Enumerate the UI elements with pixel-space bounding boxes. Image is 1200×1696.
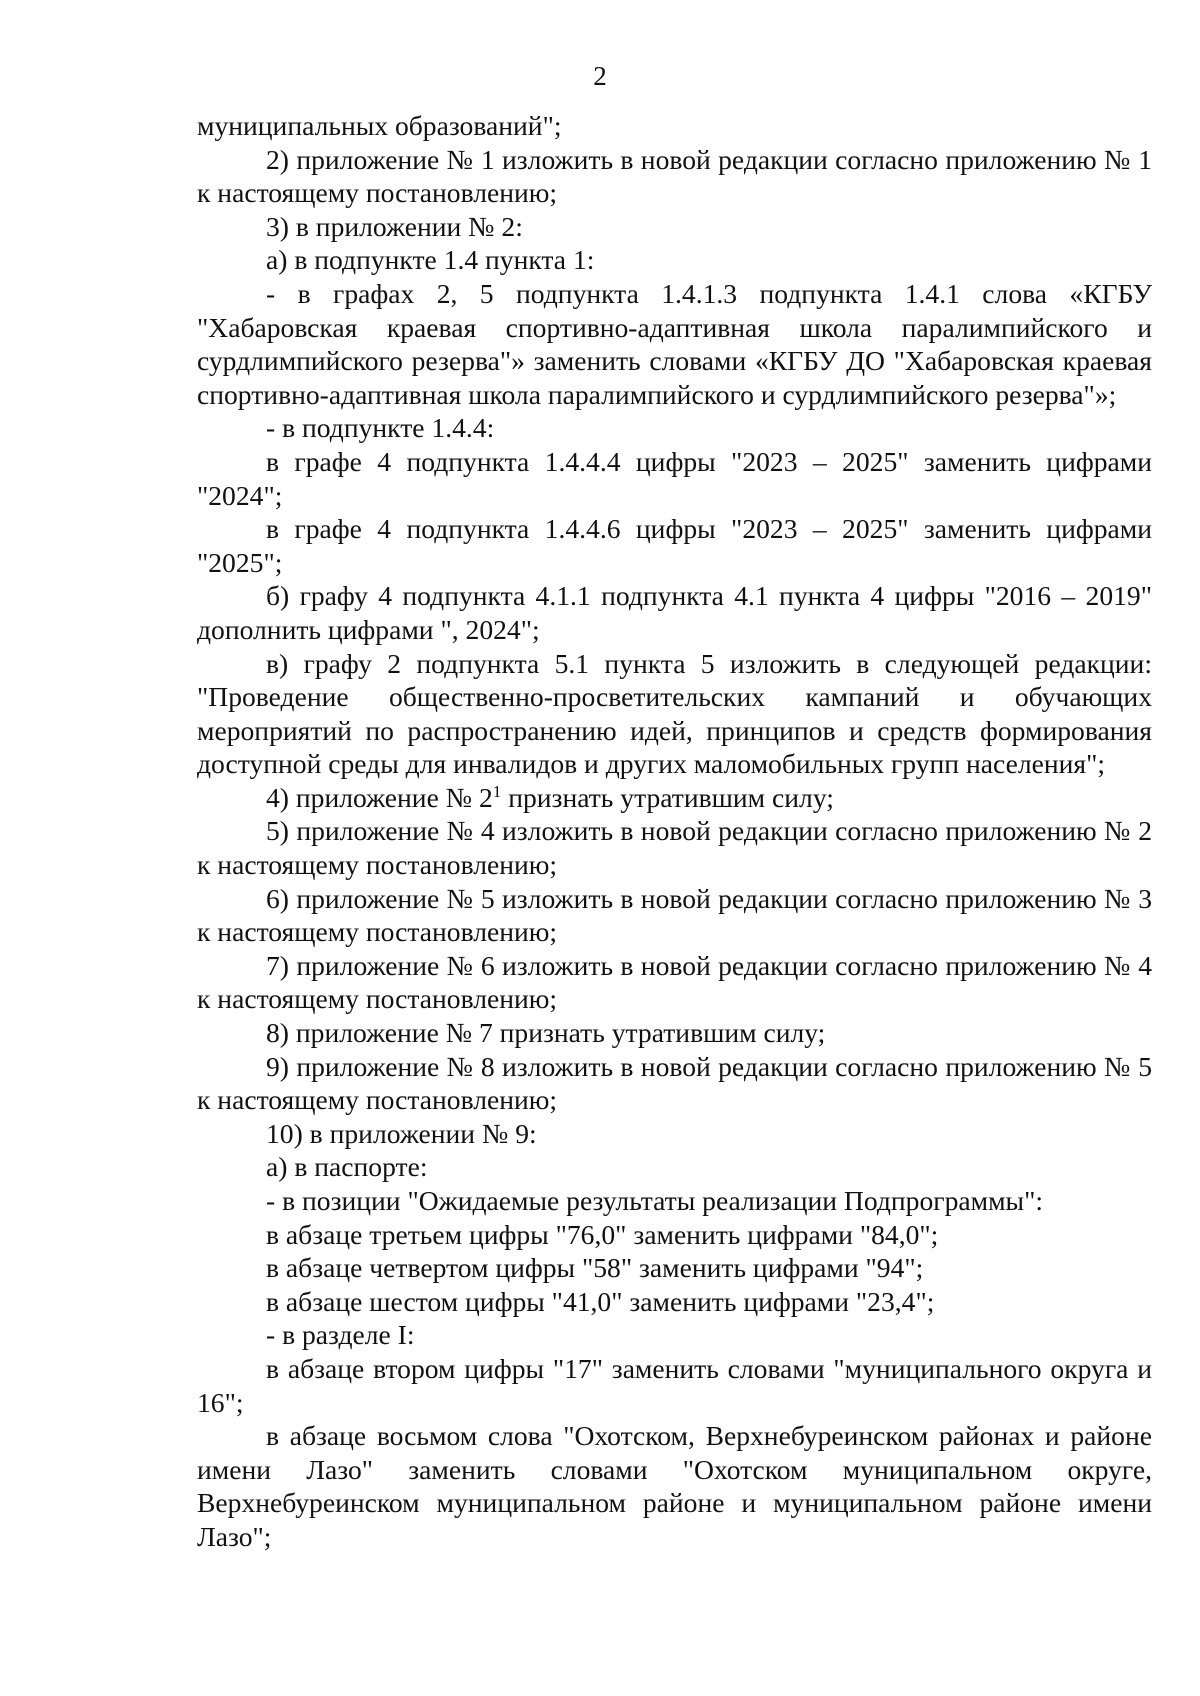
paragraph-subitem-b: б) графу 4 подпункта 4.1.1 подпункта 4.1 пункта 4 цифры "2016 – 2019" дополнить цифрами ", 2024"; bbox=[197, 580, 1152, 645]
superscript: 1 bbox=[492, 781, 502, 801]
paragraph-sixth: в абзаце шестом цифры "41,0" заменить цифрами "23,4"; bbox=[266, 1285, 935, 1317]
paragraph-second: в абзаце втором цифры "17" заменить словами "муниципального округа и 16"; bbox=[197, 1352, 1152, 1418]
paragraph-column-4-1-4-4-4: в графе 4 подпункта 1.4.4.4 цифры "2023 – 2025" заменить цифрами "2024"; bbox=[197, 445, 1152, 511]
paragraph-third: в абзаце третьем цифры "76,0" заменить цифрами "84,0"; bbox=[266, 1218, 939, 1250]
page-number: 2 bbox=[593, 61, 607, 91]
paragraph-item-10: 10) в приложении № 9: bbox=[266, 1117, 537, 1149]
paragraph-position: - в позиции "Ожидаемые результаты реализации Подпрограммы": bbox=[266, 1185, 1044, 1216]
paragraph-continuation: муниципальных образований"; bbox=[197, 110, 562, 141]
paragraph-item-3: 3) в приложении № 2: bbox=[266, 210, 523, 242]
paragraph-item-8: 8) приложение № 7 признать утратившим силу; bbox=[266, 1017, 826, 1049]
paragraph-item-6: 6) приложение № 5 изложить в новой редакции согласно приложению № 3 к настоящему постановлению; bbox=[197, 882, 1152, 948]
paragraph-passport: а) в паспорте: bbox=[266, 1151, 428, 1183]
paragraph-subitem-v: в) графу 2 подпункта 5.1 пункта 5 изложить в следующей редакции: "Проведение общественно-просветительских кампаний и обучающих мероприятий по распространению идей, принципов и средств формирования доступной среды для инвалидов и других маломобильных групп населения"; bbox=[197, 647, 1152, 780]
paragraph-section-1: - в разделе I: bbox=[266, 1319, 415, 1351]
paragraph-item-2: 2) приложение № 1 изложить в новой редакции согласно приложению № 1 к настоящему постановлению; bbox=[197, 143, 1152, 209]
paragraph-eighth: в абзаце восьмом слова "Охотском, Верхнебуреинском районах и районе имени Лазо" заменить словами "Охотском муниципальном округе, Верхнебуреинском муниципальном районе и муниципальном районе имени Лазо"; bbox=[197, 1420, 1152, 1552]
paragraph-column-4-1-4-4-6: в графе 4 подпункта 1.4.4.6 цифры "2023 – 2025" заменить цифрами "2025"; bbox=[197, 513, 1152, 578]
paragraph-subpoint-1-4-4: - в подпункте 1.4.4: bbox=[266, 412, 495, 444]
document-body bbox=[197, 109, 1152, 1554]
paragraph-item-5: 5) приложение № 4 изложить в новой редакции согласно приложению № 2 к настоящему постановлению; bbox=[197, 815, 1152, 881]
paragraph-columns-2-5: - в графах 2, 5 подпункта 1.4.1.3 подпункта 1.4.1 слова «КГБУ "Хабаровская краевая спортивно-адаптивная школа паралимпийского и сурдлимпийского резерва"» заменить словами «КГБУ ДО "Хабаровская краевая спортивно-адаптивная школа паралимпийского и сурдлимпийского резерва"»; bbox=[197, 277, 1152, 410]
paragraph-item-4-text: 4) приложение № 2 bbox=[266, 781, 493, 813]
paragraph-item-7: 7) приложение № 6 изложить в новой редакции согласно приложению № 4 к настоящему постановлению; bbox=[197, 949, 1152, 1015]
paragraph-item-4-text-after: признать утратившим силу; bbox=[501, 781, 834, 813]
paragraph-subitem-a: а) в подпункте 1.4 пункта 1: bbox=[266, 244, 595, 276]
paragraph-fourth: в абзаце четвертом цифры "58" заменить цифрами "94"; bbox=[266, 1252, 924, 1284]
paragraph-item-4 bbox=[197, 781, 1152, 815]
paragraph-item-9: 9) приложение № 8 изложить в новой редакции согласно приложению № 5 к настоящему постановлению; bbox=[197, 1050, 1152, 1116]
